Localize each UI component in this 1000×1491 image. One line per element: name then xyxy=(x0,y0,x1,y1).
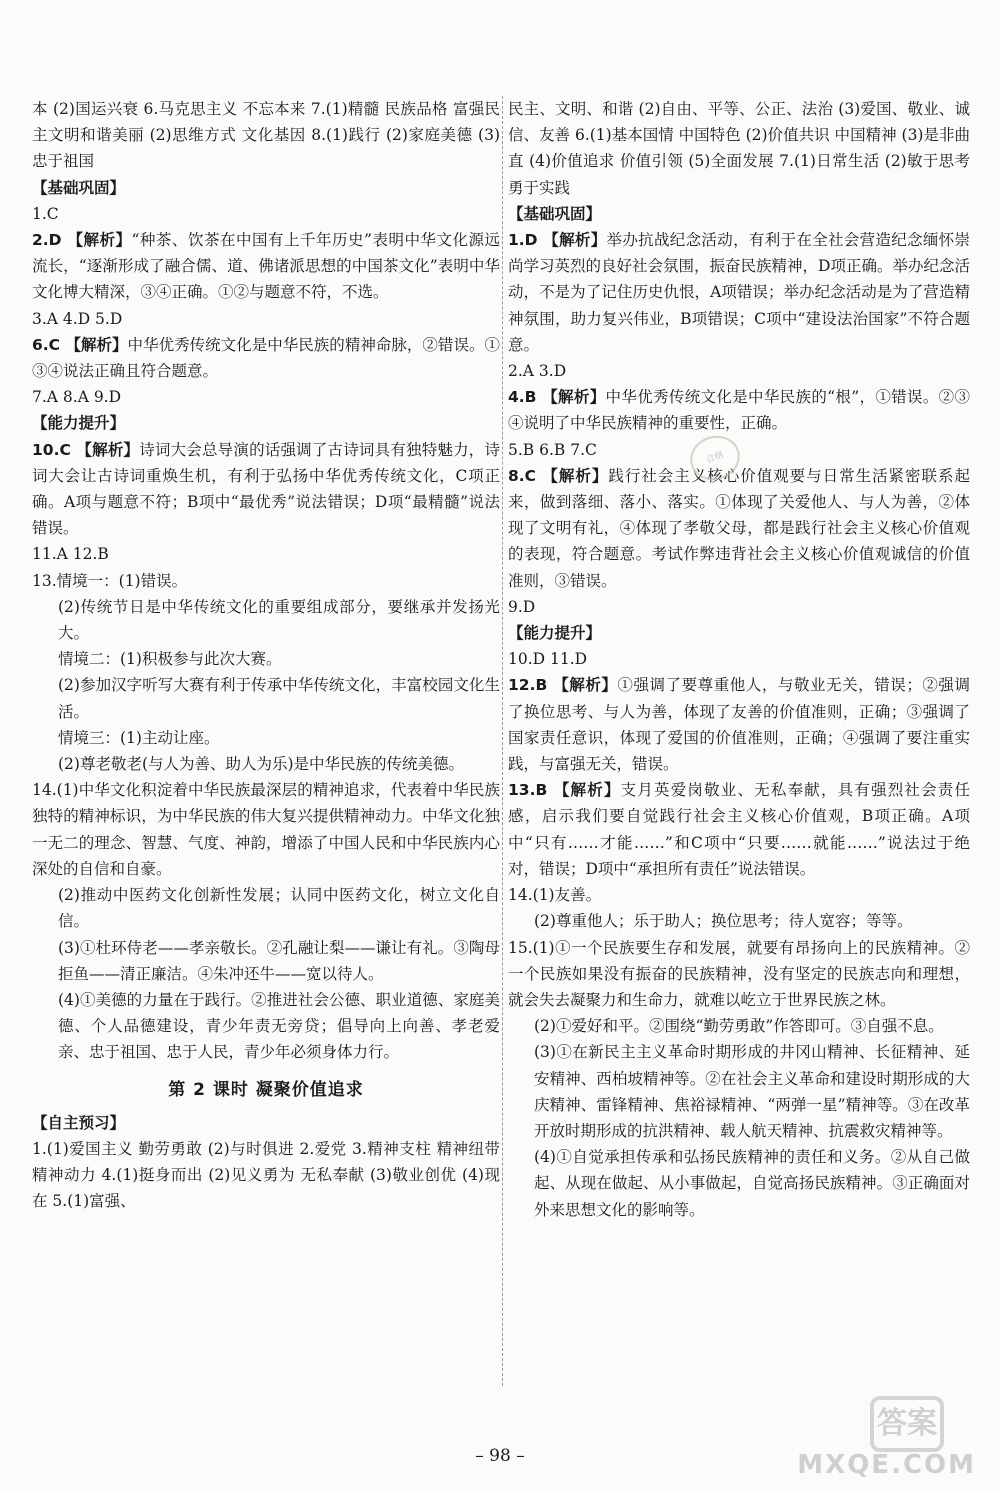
answer-line xyxy=(32,332,500,384)
answer-tag: 2.D 【解析】 xyxy=(32,231,132,250)
answer-line: 情境三：(1)主动让座。 xyxy=(58,728,220,747)
answer-text: 支月英爱岗敬业、无私奉献，具有强烈社会责任感，启示我们要自觉践行社会主义核心价值观，B项正确。A项中“只有……才能……”和C项中“只要……就能……”说法过于绝对，错误；D项中“承担所有责任”说法错误。 xyxy=(508,781,970,878)
answer-line: (2)推动中医药文化创新性发展；认同中医药文化，树立文化自信。 xyxy=(58,886,500,931)
answer-text: 诗词大会总导演的话强调了古诗词具有独特魅力，诗词大会让古诗词重焕生机，有利于弘扬中华优秀传统文化，C项正确。A项与题意不符；B项中“最优秀”说法错误；D项“最精髓”说法错误。 xyxy=(32,440,500,538)
answer-text: 中华优秀传统文化是中华民族的“根”，①错误。②③④说明了中华民族精神的重要性，正确。 xyxy=(508,388,970,433)
answer-tag: 6.C 【解析】 xyxy=(32,335,128,354)
answer-line: 3.A 4.D 5.D xyxy=(32,309,123,328)
answer-line: (2)参加汉字听写大赛有利于传承中华传统文化，丰富校园文化生活。 xyxy=(58,676,500,721)
column-divider xyxy=(502,96,503,1386)
answer-line: 14.(1)中华文化积淀着中华民族最深层的精神追求，代表着中华民族独特的精神标识，为中华民族的伟大复兴提供精神动力。中华文化独一无二的理念、智慧、气度、神韵，增添了中国人民和中华民族内心深处的自信和自豪。 xyxy=(32,781,500,878)
right-column xyxy=(508,96,970,1223)
site-watermark xyxy=(797,1396,976,1484)
answer-text: 践行社会主义核心价值观要与日常生活紧密联系起来，做到落细、落小、落实。①体现了关爱他人、与人为善，②体现了文明有礼，④体现了孝敬父母，都是践行社会主义核心价值观的表现，符合题意。考试作弊违背社会主义核心价值观诚信的价值准则，③错误。 xyxy=(508,466,970,590)
answer-line: 情境二：(1)积极参与此次大赛。 xyxy=(58,650,282,669)
answer-line: 9.D xyxy=(508,597,536,616)
answer-line: 1.C xyxy=(32,204,59,223)
answer-line: 14.(1)友善。 xyxy=(508,886,602,905)
section-heading: 【自主预习】 xyxy=(32,1113,126,1132)
answer-tag: 10.C 【解析】 xyxy=(32,440,140,459)
answer-line: (2)①爱好和平。②围绕“勤劳勇敢”作答即可。③自强不息。 xyxy=(534,1017,944,1036)
section-heading: 【能力提升】 xyxy=(32,414,126,433)
section-heading: 【基础巩固】 xyxy=(32,178,126,197)
watermark-badge: 答案 xyxy=(870,1396,944,1452)
answer-line xyxy=(508,227,970,358)
answer-line xyxy=(508,463,970,594)
section-heading: 【能力提升】 xyxy=(508,624,602,643)
stamp-text: 合格 xyxy=(704,450,726,466)
answer-line: (4)①美德的力量在于践行。②推进社会公德、职业道德、家庭美德、个人品德建设，青少年责无旁贷；倡导向上向善、孝老爱亲、忠于祖国、忠于人民，青少年必须身体力行。 xyxy=(58,990,500,1062)
answer-line: (3)①在新民主主义革命时期形成的井冈山精神、长征精神、延安精神、西柏坡精神等。②在社会主义革命和建设时期形成的大庆精神、雷锋精神、焦裕禄精神、“两弹一星”精神等。③在改革开放时期形成的抗洪精神、载人航天精神、抗震救灾精神等。 xyxy=(534,1043,970,1140)
section-heading: 【基础巩固】 xyxy=(508,204,602,223)
answer-line xyxy=(32,437,500,542)
answer-tag: 8.C 【解析】 xyxy=(508,466,609,485)
answer-text: 举办抗战纪念活动，有利于在全社会营造纪念缅怀崇尚学习英烈的良好社会氛围，振奋民族精神，D项正确。举办纪念活动，不是为了记住历史仇恨，A项错误；举办纪念活动是为了营造精神氛围，助力复兴伟业，B项错误；C项中“建设法治国家”不符合题意。 xyxy=(508,231,970,354)
answer-tag: 1.D 【解析】 xyxy=(508,231,607,250)
answer-line: (3)①杜环侍老——孝亲敬长。②孔融让梨——谦让有礼。③陶母拒鱼——清正廉洁。④朱冲还牛——宽以待人。 xyxy=(58,938,500,983)
answer-line: (2)传统节日是中华传统文化的重要组成部分，要继承并发扬光大。 xyxy=(58,597,500,643)
answer-line xyxy=(508,672,970,777)
answer-line: 13.情境一：(1)错误。 xyxy=(32,571,188,590)
answer-line: 10.D 11.D xyxy=(508,650,588,669)
answer-tag: 12.B 【解析】 xyxy=(508,676,618,695)
answer-line xyxy=(508,384,970,436)
answer-text: 中华优秀传统文化是中华民族的精神命脉，②错误。①③④说法正确且符合题意。 xyxy=(32,335,500,381)
answer-tag: 13.B 【解析】 xyxy=(508,781,621,800)
answer-line: 1.(1)爱国主义 勤劳勇敢 (2)与时俱进 2.爱党 3.精神支柱 精神纽带 精神动力 4.(1)挺身而出 (2)见义勇为 无私奉献 (3)敬业创优 (4)现在 5.(1)富强、 xyxy=(32,1139,500,1211)
answer-line: 11.A 12.B xyxy=(32,545,109,564)
answer-line: 本 (2)国运兴衰 6.马克思主义 不忘本来 7.(1)精髓 民族品格 富强民主文明和谐美丽 (2)思维方式 文化基因 8.(1)践行 (2)家庭美德 (3)忠于祖国 xyxy=(32,100,500,171)
left-column xyxy=(32,96,500,1214)
answer-line xyxy=(508,777,970,882)
answer-tag: 4.B 【解析】 xyxy=(508,388,606,407)
answer-line xyxy=(32,227,500,306)
answer-line: (2)尊重他人；乐于助人；换位思考；待人宽容；等等。 xyxy=(534,912,913,931)
answer-line: 2.A 3.D xyxy=(508,362,567,381)
answer-line: 5.B 6.B 7.C xyxy=(508,440,597,459)
answer-text: ①强调了要尊重他人，与敬业无关，错误；②强调了换位思考、与人为善，体现了友善的价值准则，正确；③强调了国家责任意识，体现了爱国的价值准则，正确；④强调了要注重实践，与富强无关，错误。 xyxy=(508,676,970,774)
lesson-title: 第 2 课时 凝聚价值追求 xyxy=(168,1079,364,1100)
answer-text: “种茶、饮茶在中国有上千年历史”表明中华文化源远流长，“逐渐形成了融合儒、道、佛诸派思想的中国茶文化”表明中华文化博大精深，③④正确。①②与题意不符，不选。 xyxy=(32,231,501,302)
watermark-text: MXQE.COM xyxy=(797,1450,976,1480)
answer-line: (2)尊老敬老(与人为善、助人为乐)是中华民族的传统美德。 xyxy=(58,755,465,774)
answer-line: 15.(1)①一个民族要生存和发展，就要有昂扬向上的民族精神。②一个民族如果没有振奋的民族精神，没有坚定的民族志向和理想，就会失去凝聚力和生命力，就难以屹立于世界民族之林。 xyxy=(508,938,970,1009)
answer-line: 7.A 8.A 9.D xyxy=(32,388,122,407)
answer-line: 民主、文明、和谐 (2)自由、平等、公正、法治 (3)爱国、敬业、诚信、友善 6.(1)基本国情 中国特色 (2)价值共识 中国精神 (3)是非曲直 (4)价值追求 价值引领 (5)全面发展 7.(1)日常生活 (2)敏于思考 勇于实践 xyxy=(508,100,970,197)
page-number: – 98 – xyxy=(475,1446,525,1466)
answer-line: (4)①自觉承担传承和弘扬民族精神的责任和义务。②从自己做起、从现在做起、从小事做起，自觉高扬民族精神。③正确面对外来思想文化的影响等。 xyxy=(534,1148,970,1219)
